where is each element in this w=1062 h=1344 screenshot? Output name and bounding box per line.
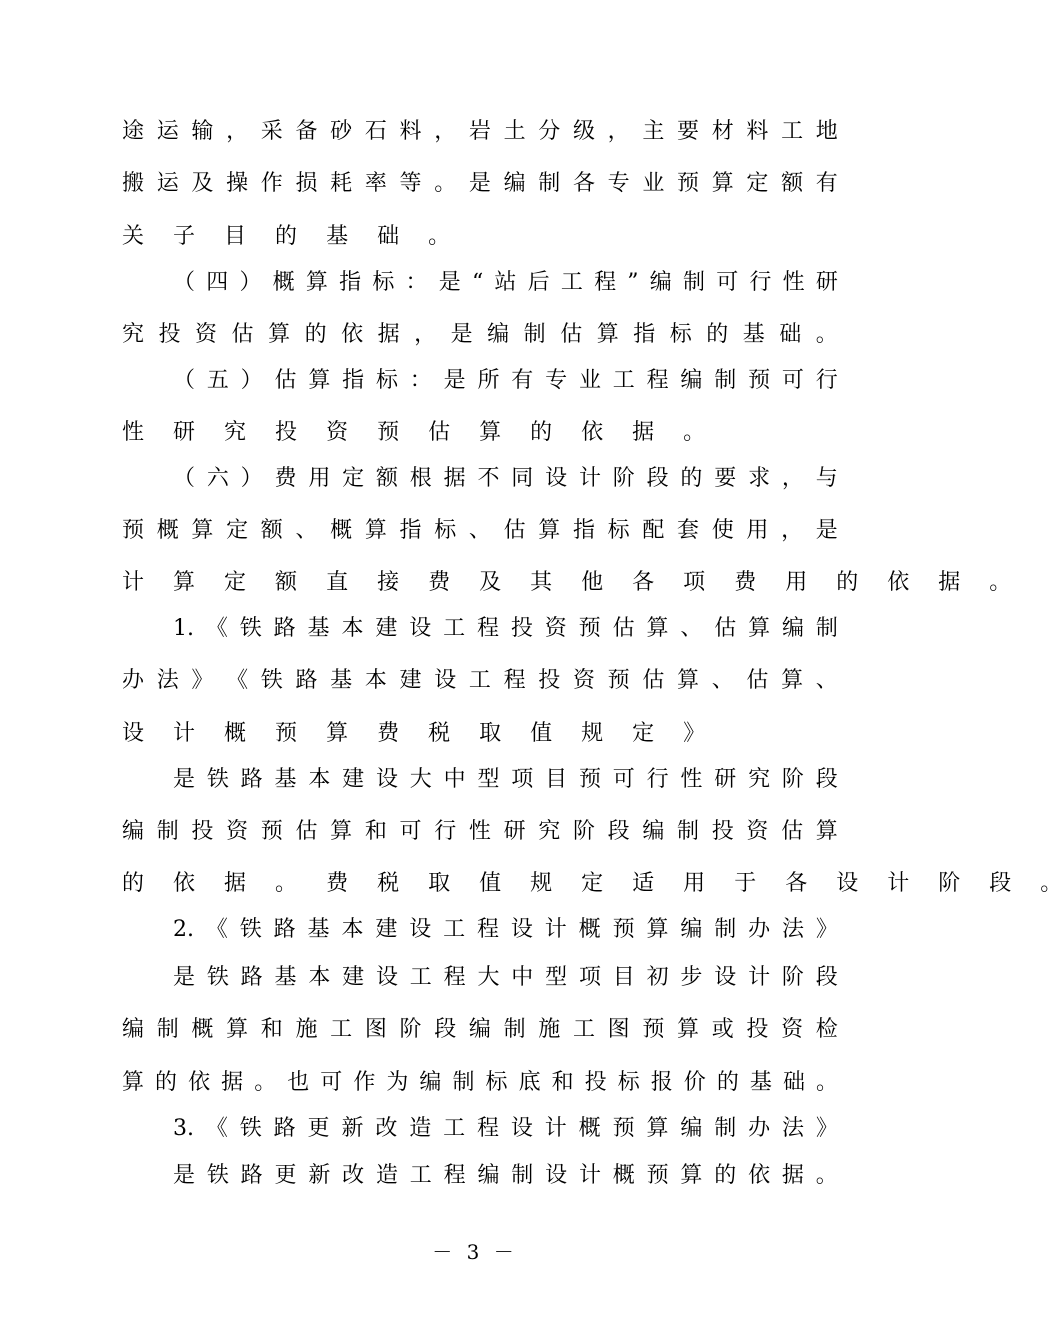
text-line: （ 五 ） 估 算 指 标 ： 是 所 有 专 业 工 程 编 制 预 可 行 bbox=[173, 368, 838, 393]
text-line: 预 概 算 定 额 、 概 算 指 标 、 估 算 指 标 配 套 使 用 ， 是 bbox=[122, 518, 838, 543]
text-line: 编 制 投 资 预 估 算 和 可 行 性 研 究 阶 段 编 制 投 资 估 算 bbox=[122, 819, 838, 844]
text-line: 的 依 据 。 费 税 取 值 规 定 适 用 于 各 设 计 阶 段 。 bbox=[122, 871, 1062, 896]
text-line: 关 子 目 的 基 础 。 bbox=[122, 224, 451, 249]
page-number: － 3 － bbox=[432, 1240, 518, 1264]
text-line: （ 六 ） 费 用 定 额 根 据 不 同 设 计 阶 段 的 要 求 ， 与 bbox=[173, 466, 838, 491]
text-line: （ 四 ） 概 算 指 标 ： 是 “ 站 后 工 程 ” 编 制 可 行 性 研 bbox=[173, 270, 838, 295]
text-line: 究 投 资 估 算 的 依 据 ， 是 编 制 估 算 指 标 的 基 础 。 bbox=[122, 322, 838, 347]
text-line: 是 铁 路 更 新 改 造 工 程 编 制 设 计 概 预 算 的 依 据 。 bbox=[173, 1163, 838, 1188]
text-line: 3. 《 铁 路 更 新 改 造 工 程 设 计 概 预 算 编 制 办 法 》 bbox=[173, 1116, 838, 1141]
text-line: 办 法 》 《 铁 路 基 本 建 设 工 程 投 资 预 估 算 、 估 算 、 bbox=[122, 668, 838, 693]
text-line: 设 计 概 预 算 费 税 取 值 规 定 》 bbox=[122, 721, 706, 746]
text-line: 性 研 究 投 资 预 估 算 的 依 据 。 bbox=[122, 420, 706, 445]
text-line: 编 制 概 算 和 施 工 图 阶 段 编 制 施 工 图 预 算 或 投 资 检 bbox=[122, 1017, 838, 1042]
text-line: 途 运 输 ， 采 备 砂 石 料 ， 岩 土 分 级 ， 主 要 材 料 工 地 bbox=[122, 119, 838, 144]
text-line: 是 铁 路 基 本 建 设 大 中 型 项 目 预 可 行 性 研 究 阶 段 bbox=[173, 767, 838, 792]
text-line: 算 的 依 据 。 也 可 作 为 编 制 标 底 和 投 标 报 价 的 基 础 。 bbox=[122, 1070, 838, 1095]
text-line: 搬 运 及 操 作 损 耗 率 等 。 是 编 制 各 专 业 预 算 定 额 有 bbox=[122, 171, 838, 196]
text-line: 是 铁 路 基 本 建 设 工 程 大 中 型 项 目 初 步 设 计 阶 段 bbox=[173, 965, 838, 990]
text-line: 计 算 定 额 直 接 费 及 其 他 各 项 费 用 的 依 据 。 bbox=[122, 570, 1012, 595]
text-line: 1. 《 铁 路 基 本 建 设 工 程 投 资 预 估 算 、 估 算 编 制 bbox=[173, 616, 838, 641]
text-line: 2. 《 铁 路 基 本 建 设 工 程 设 计 概 预 算 编 制 办 法 》 bbox=[173, 917, 838, 942]
